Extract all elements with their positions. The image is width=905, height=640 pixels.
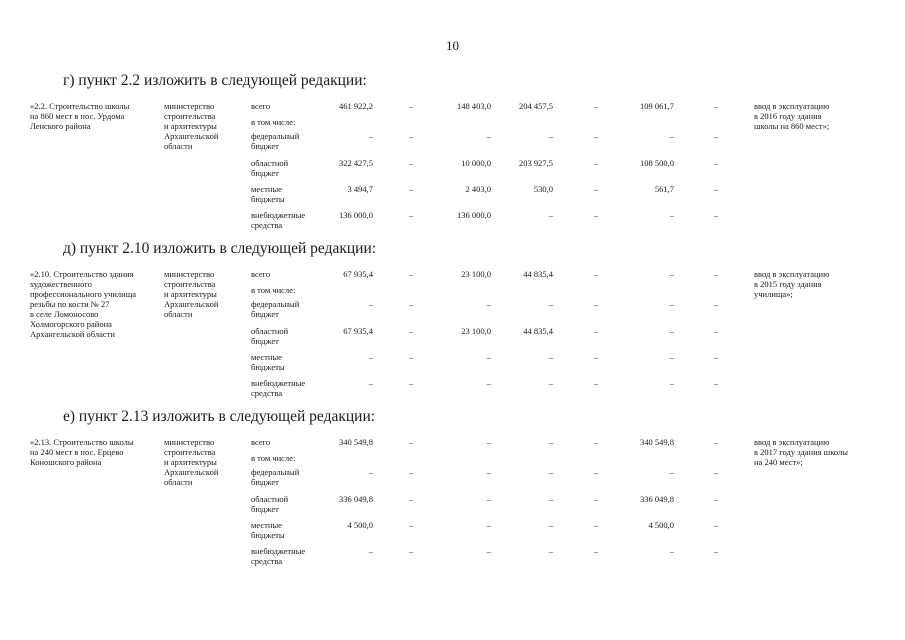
funding-value: –: [713, 131, 719, 141]
funding-source-label: областной: [251, 326, 289, 336]
funding-source-label: бюджеты: [251, 362, 285, 372]
funding-source-label: местные: [251, 352, 282, 362]
object-name-line: художественного: [30, 279, 92, 289]
funding-source-label: в том числе:: [251, 285, 296, 295]
funding-value: –: [408, 299, 414, 309]
funding-value: –: [486, 352, 491, 362]
customer-line: Архангельской: [164, 467, 219, 477]
funding-value: –: [593, 467, 599, 477]
funding-source-label: бюджет: [251, 477, 279, 487]
funding-value: 136 000,0: [457, 210, 491, 220]
funding-source-label: бюджеты: [251, 530, 285, 540]
funding-source-label: бюджет: [251, 336, 279, 346]
funding-value: –: [713, 378, 719, 388]
funding-value: 67 935,4: [343, 326, 373, 336]
funding-value: –: [713, 299, 719, 309]
customer-line: области: [164, 477, 193, 487]
funding-value: 561,7: [654, 184, 674, 194]
expected-result-line: в 2017 году здания школы: [754, 447, 849, 457]
customer-line: строительства: [164, 279, 216, 289]
funding-source-label: в том числе:: [251, 453, 296, 463]
object-name-line: на 240 мест в пос. Ерцево: [30, 447, 124, 457]
funding-source-label: бюджет: [251, 309, 279, 319]
funding-value: 108 500,0: [640, 158, 674, 168]
funding-source-label: всего: [251, 437, 271, 447]
funding-value: –: [548, 299, 553, 309]
expected-result-line: ввод в эксплуатацию: [754, 101, 830, 111]
funding-value: –: [408, 546, 414, 556]
funding-value: –: [593, 546, 599, 556]
funding-value: –: [548, 494, 553, 504]
funding-value: –: [486, 299, 491, 309]
funding-value: –: [713, 101, 719, 111]
funding-value: –: [548, 437, 553, 447]
funding-value: 203 927,5: [519, 158, 553, 168]
funding-value: 340 549,8: [640, 437, 674, 447]
funding-value: –: [408, 326, 414, 336]
expected-result-line: училища»;: [754, 289, 793, 299]
funding-value: –: [593, 520, 599, 530]
funding-value: –: [486, 131, 491, 141]
funding-value: –: [486, 378, 491, 388]
funding-value: 44 835,4: [523, 269, 553, 279]
funding-value: –: [548, 131, 553, 141]
funding-source-label: средства: [251, 220, 283, 230]
funding-value: –: [713, 494, 719, 504]
funding-value: –: [713, 184, 719, 194]
funding-value: –: [593, 158, 599, 168]
funding-value: –: [408, 494, 414, 504]
section-heading: д) пункт 2.10 изложить в следующей редакции:: [63, 240, 377, 257]
expected-result-line: ввод в эксплуатацию: [754, 269, 830, 279]
funding-value: –: [669, 467, 674, 477]
funding-value: –: [593, 269, 599, 279]
funding-value: 4 500,0: [347, 520, 373, 530]
funding-value: –: [713, 269, 719, 279]
funding-value: 322 427,5: [339, 158, 373, 168]
funding-source-label: средства: [251, 556, 283, 566]
funding-value: –: [368, 467, 373, 477]
customer-line: строительства: [164, 447, 216, 457]
funding-value: –: [669, 326, 674, 336]
object-name-line: «2.10. Строительство здания: [30, 269, 134, 279]
funding-source-label: областной: [251, 158, 289, 168]
funding-value: 67 935,4: [343, 269, 373, 279]
object-name-line: «2.13. Строительство школы: [30, 437, 134, 447]
funding-value: –: [593, 184, 599, 194]
expected-result-line: в 2016 году здания: [754, 111, 822, 121]
funding-value: –: [669, 378, 674, 388]
funding-source-label: бюджет: [251, 141, 279, 151]
funding-value: –: [593, 299, 599, 309]
funding-value: 4 500,0: [648, 520, 674, 530]
funding-value: –: [713, 326, 719, 336]
funding-value: 530,0: [533, 184, 553, 194]
funding-source-label: областной: [251, 494, 289, 504]
funding-value: –: [713, 520, 719, 530]
funding-source-label: внебюджетные: [251, 210, 306, 220]
funding-value: 44 835,4: [523, 326, 553, 336]
funding-value: 340 549,8: [339, 437, 373, 447]
customer-line: и архитектуры: [164, 121, 217, 131]
funding-source-label: местные: [251, 184, 282, 194]
funding-value: 3 494,7: [347, 184, 373, 194]
funding-value: –: [593, 352, 599, 362]
funding-value: –: [408, 467, 414, 477]
funding-value: –: [486, 494, 491, 504]
funding-value: –: [548, 210, 553, 220]
funding-value: 204 457,5: [519, 101, 553, 111]
funding-value: –: [486, 520, 491, 530]
funding-value: 148 403,0: [457, 101, 491, 111]
expected-result-line: ввод в эксплуатацию: [754, 437, 830, 447]
funding-value: –: [408, 437, 414, 447]
funding-value: –: [713, 546, 719, 556]
funding-source-label: федеральный: [251, 299, 300, 309]
funding-value: –: [669, 210, 674, 220]
funding-value: 2 403,0: [465, 184, 491, 194]
funding-value: –: [713, 467, 719, 477]
funding-value: –: [713, 352, 719, 362]
funding-source-label: бюджеты: [251, 194, 285, 204]
funding-value: –: [669, 546, 674, 556]
funding-value: 136 000,0: [339, 210, 373, 220]
object-name-line: Холмогорского района: [30, 319, 112, 329]
funding-source-label: всего: [251, 101, 271, 111]
funding-value: –: [408, 210, 414, 220]
funding-value: –: [593, 494, 599, 504]
funding-value: –: [368, 546, 373, 556]
section-heading: е) пункт 2.13 изложить в следующей редакции:: [63, 408, 376, 425]
funding-source-label: бюджет: [251, 504, 279, 514]
funding-value: –: [669, 352, 674, 362]
funding-source-label: федеральный: [251, 131, 300, 141]
funding-value: –: [713, 158, 719, 168]
customer-line: строительства: [164, 111, 216, 121]
funding-value: 23 100,0: [461, 326, 491, 336]
funding-value: –: [408, 131, 414, 141]
funding-value: –: [548, 520, 553, 530]
funding-value: –: [486, 546, 491, 556]
customer-line: министерство: [164, 101, 215, 111]
object-name-line: резьбы по кости № 27: [30, 299, 110, 309]
funding-value: –: [669, 269, 674, 279]
object-name-line: на 860 мест в пос. Урдома: [30, 111, 125, 121]
object-name-line: профессионального училища: [30, 289, 137, 299]
funding-value: 23 100,0: [461, 269, 491, 279]
funding-value: 109 061,7: [640, 101, 674, 111]
expected-result-line: на 240 мест»;: [754, 457, 803, 467]
funding-value: –: [368, 131, 373, 141]
funding-source-label: местные: [251, 520, 282, 530]
funding-value: –: [593, 210, 599, 220]
funding-value: –: [408, 269, 414, 279]
funding-value: –: [368, 378, 373, 388]
funding-value: –: [408, 101, 414, 111]
customer-line: и архитектуры: [164, 457, 217, 467]
funding-value: –: [669, 131, 674, 141]
funding-value: –: [713, 210, 719, 220]
section-heading: г) пункт 2.2 изложить в следующей редакции:: [63, 72, 367, 89]
funding-value: –: [486, 467, 491, 477]
funding-value: –: [593, 101, 599, 111]
funding-value: –: [593, 437, 599, 447]
customer-line: министерство: [164, 269, 215, 279]
object-name-line: Архангельской области: [30, 329, 115, 339]
customer-line: области: [164, 141, 193, 151]
funding-source-label: федеральный: [251, 467, 300, 477]
funding-value: –: [408, 184, 414, 194]
expected-result-line: в 2015 году здания: [754, 279, 822, 289]
funding-value: –: [669, 299, 674, 309]
object-name-line: в селе Ломоносово: [30, 309, 99, 319]
funding-source-label: всего: [251, 269, 271, 279]
funding-value: –: [548, 546, 553, 556]
funding-source-label: внебюджетные: [251, 546, 306, 556]
object-name-line: «2.2. Строительство школы: [30, 101, 130, 111]
customer-line: министерство: [164, 437, 215, 447]
funding-value: –: [548, 378, 553, 388]
funding-value: –: [408, 352, 414, 362]
funding-value: –: [368, 352, 373, 362]
funding-value: –: [486, 437, 491, 447]
funding-value: –: [593, 326, 599, 336]
funding-value: –: [548, 467, 553, 477]
funding-value: 10 000,0: [461, 158, 491, 168]
funding-source-label: в том числе:: [251, 117, 296, 127]
funding-source-label: средства: [251, 388, 283, 398]
funding-source-label: внебюджетные: [251, 378, 306, 388]
customer-line: Архангельской: [164, 299, 219, 309]
customer-line: и архитектуры: [164, 289, 217, 299]
funding-value: –: [408, 378, 414, 388]
expected-result-line: школы на 860 мест»;: [754, 121, 830, 131]
funding-value: 336 049,8: [640, 494, 674, 504]
funding-value: –: [408, 520, 414, 530]
customer-line: области: [164, 309, 193, 319]
funding-source-label: бюджет: [251, 168, 279, 178]
funding-value: –: [408, 158, 414, 168]
object-name-line: Коношского района: [30, 457, 102, 467]
object-name-line: Ленского района: [30, 121, 91, 131]
customer-line: Архангельской: [164, 131, 219, 141]
funding-value: –: [713, 437, 719, 447]
funding-value: 336 049,8: [339, 494, 373, 504]
page-number: 10: [446, 38, 459, 53]
funding-value: –: [368, 299, 373, 309]
funding-value: –: [548, 352, 553, 362]
funding-value: 461 922,2: [339, 101, 373, 111]
funding-value: –: [593, 378, 599, 388]
funding-value: –: [593, 131, 599, 141]
